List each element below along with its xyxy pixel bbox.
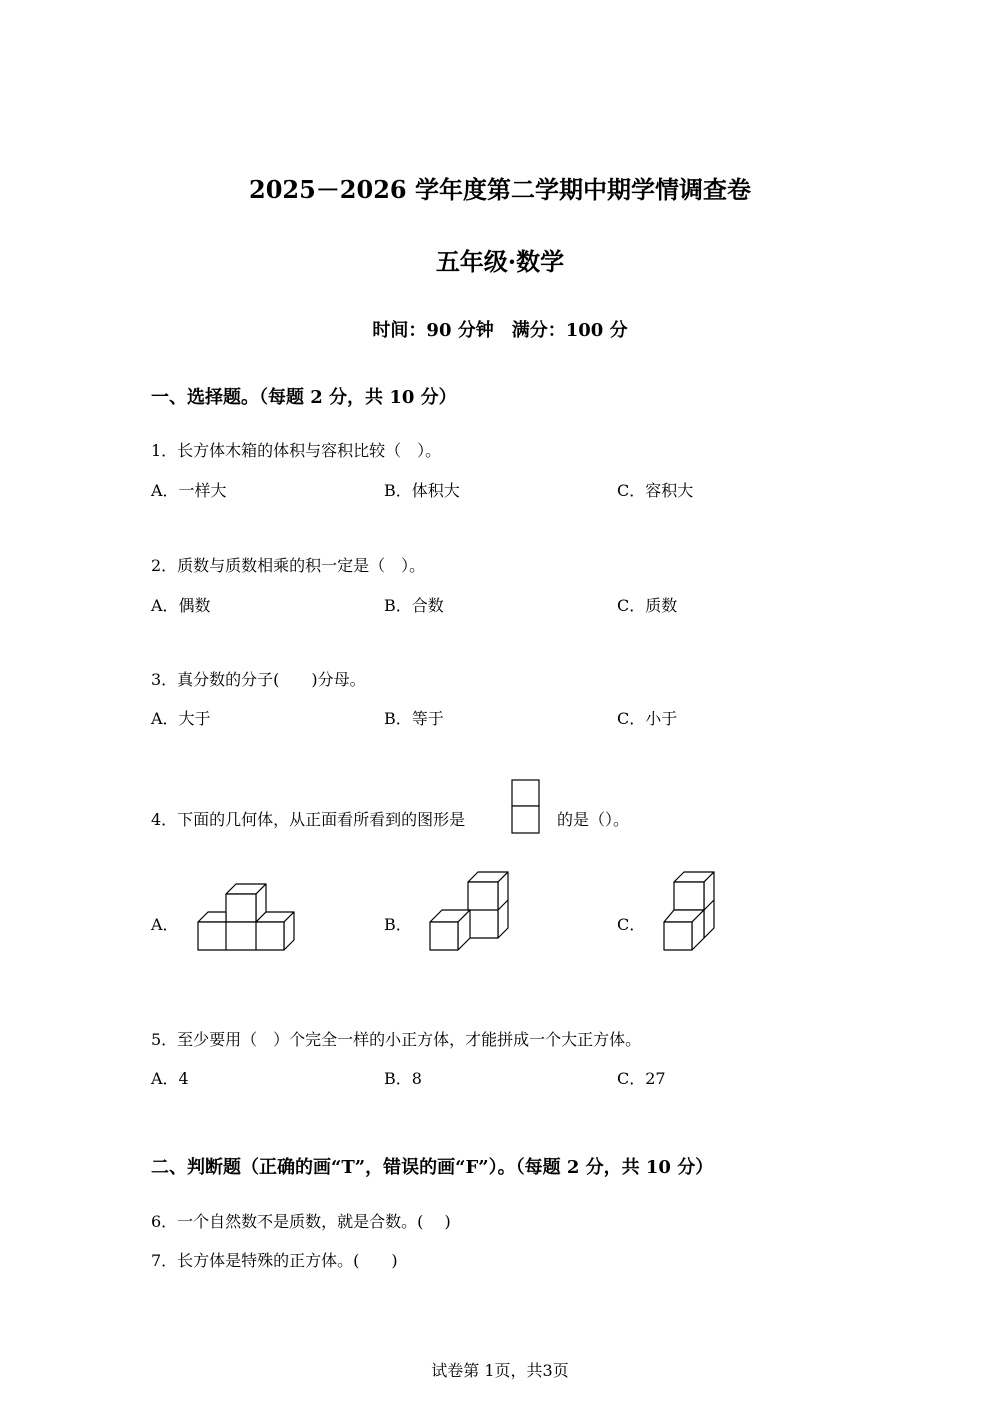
question-7: 7．长方体是特殊的正方体。( )	[151, 1251, 398, 1270]
option-4b: B．	[384, 915, 412, 934]
page-footer: 试卷第 1页，共3页	[431, 1361, 569, 1380]
question-3: 3．真分数的分子( )分母。	[151, 670, 366, 689]
exam-title: 2025－2026 学年度第二学期中期学情调查卷	[249, 175, 751, 204]
question-4-suffix: 的是（）。	[557, 810, 630, 829]
cube-figure-b	[428, 868, 512, 952]
question-5: 5．至少要用（ ）个完全一样的小正方体，才能拼成一个大正方体。	[151, 1030, 642, 1049]
option-1c: C．容积大	[617, 481, 694, 500]
cube-figure-c	[662, 868, 718, 952]
option-2b: B．合数	[384, 596, 444, 615]
question-6: 6．一个自然数不是质数，就是合数。( )	[151, 1212, 451, 1231]
option-3b: B．等于	[384, 709, 444, 728]
option-5a: A．4	[151, 1069, 189, 1088]
cube-figure-a	[196, 880, 300, 952]
option-4c: C．	[617, 915, 646, 934]
option-3a: A．大于	[151, 709, 211, 728]
option-5c: C．27	[617, 1069, 666, 1088]
section-heading-truefalse: 二、判断题（正确的画“T”，错误的画“F”）。（每题 2 分，共 10 分）	[151, 1157, 714, 1178]
question-2: 2．质数与质数相乘的积一定是（ ）。	[151, 556, 426, 575]
option-2a: A．偶数	[151, 596, 211, 615]
option-2c: C．质数	[617, 596, 678, 615]
question-4-prefix: 4．下面的几何体，从正面看所看到的图形是	[151, 810, 466, 829]
exam-subtitle: 五年级·数学	[435, 247, 565, 276]
question-1: 1．长方体木箱的体积与容积比较（ ）。	[151, 441, 442, 460]
option-1a: A．一样大	[151, 481, 227, 500]
front-view-figure	[511, 779, 541, 835]
option-1b: B．体积大	[384, 481, 460, 500]
exam-meta: 时间：90 分钟 满分：100 分	[372, 320, 628, 341]
option-5b: B．8	[384, 1069, 422, 1088]
option-3c: C．小于	[617, 709, 678, 728]
section-heading-choice: 一、选择题。（每题 2 分，共 10 分）	[151, 387, 457, 408]
option-4a: A．	[151, 915, 179, 934]
